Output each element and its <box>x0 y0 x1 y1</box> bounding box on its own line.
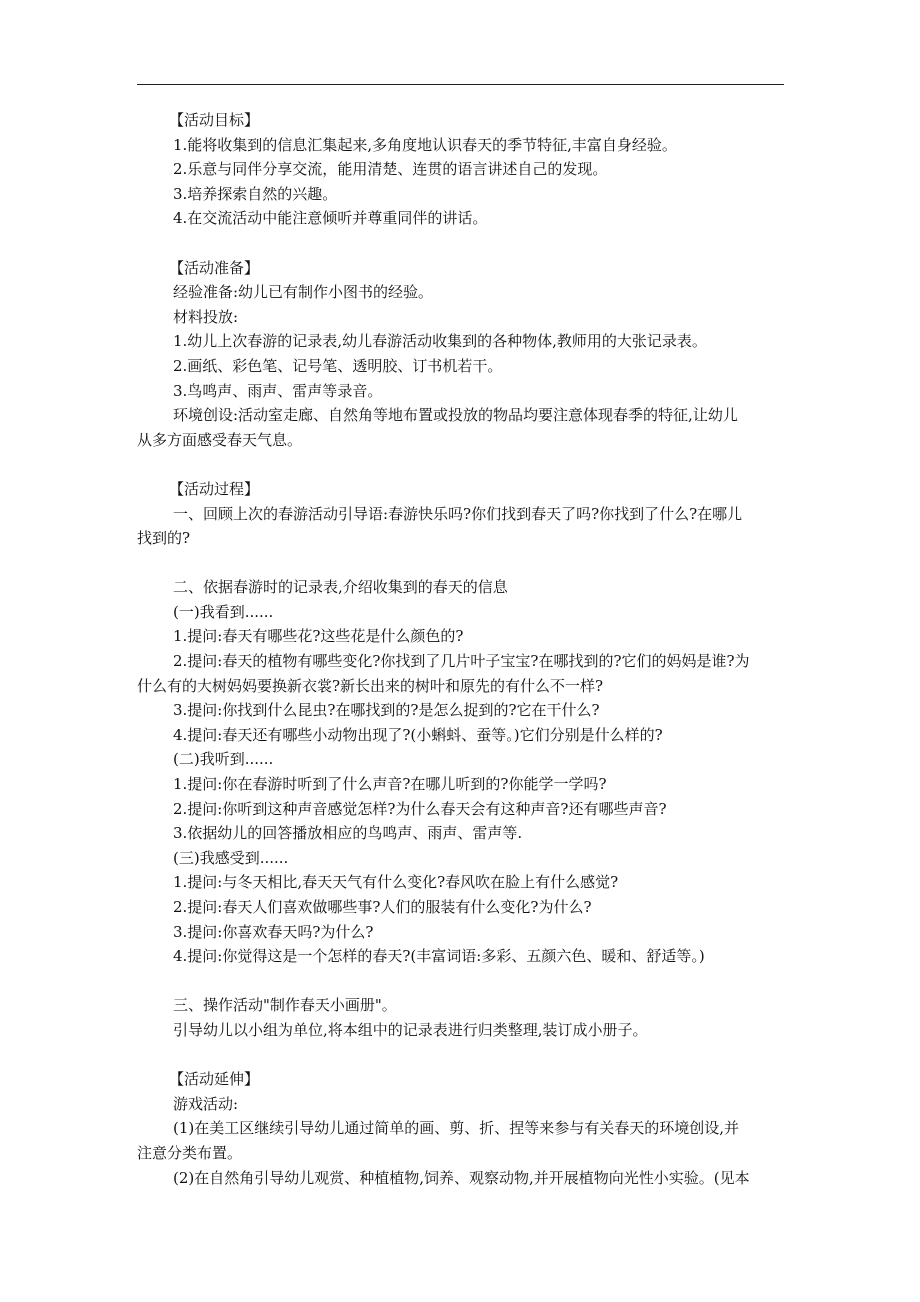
process-feel-item-2: 2.提问:春天人们喜欢做哪些事?人们的服装有什么变化?为什么? <box>173 898 592 916</box>
header-rule <box>137 84 784 85</box>
paragraph-gap <box>173 551 785 576</box>
prep-material-1: 1.幼儿上次春游的记录表,幼儿春游活动收集到的各种物体,教师用的大张记录表。 <box>173 332 707 351</box>
process-hear-item-2: 2.提问:你听到这种声音感觉怎样?为什么春天会有这种声音?还有哪些声音? <box>173 799 667 818</box>
goal-heading: 【活动目标】 <box>169 111 260 129</box>
goal-item-4: 4.在交流活动中能注意倾听并尊重同伴的讲话。 <box>173 209 488 228</box>
process-feel-item-1: 1.提问:与冬天相比,春天天气有什么变化?春风吹在脸上有什么感觉? <box>173 873 619 892</box>
process-see-question-1: 1.提问:春天有哪些花?这些花是什么颜色的? <box>173 627 464 646</box>
prep-material-2: 2.画纸、彩色笔、记号笔、透明胶、订书机若干。 <box>173 356 503 375</box>
process-feel-item-4: 4.提问:你觉得这是一个怎样的春天?(丰富词语:多彩、五颜六色、暖和、舒适等。) <box>173 947 705 966</box>
document-body <box>137 108 785 1190</box>
goal-item-2: 2.乐意与同伴分享交流，能用清楚、连贯的语言讲述自己的发现。 <box>173 160 608 179</box>
process-see-question-4: 4.提问:春天还有哪些小动物出现了?(小蝌蚪、蚕等。)它们分别是什么样的? <box>173 725 663 744</box>
prep-heading: 【活动准备】 <box>169 258 260 277</box>
prep-experience: 经验准备:幼儿已有制作小图书的经验。 <box>173 283 434 302</box>
process-see-title: (一)我看到...... <box>173 602 274 621</box>
process-see-question-2-line-1: 2.提问:春天的植物有哪些变化?你找到了几片叶子宝宝?在哪找到的?它们的妈妈是谁?为 <box>173 652 750 671</box>
process-step1-line-1: 一、回顾上次的春游活动引导语:春游快乐吗?你们找到春天了吗?你找到了什么?在哪儿 <box>173 504 743 523</box>
extension-heading: 【活动延伸】 <box>169 1070 260 1089</box>
process-feel-item-3: 3.提问:你喜欢春天吗?为什么? <box>173 922 374 941</box>
process-see-question-3: 3.提问:你找到什么昆虫?在哪找到的?是怎么捉到的?它在干什么? <box>173 701 600 720</box>
process-heading: 【活动过程】 <box>169 479 260 498</box>
prep-material-3: 3.鸟鸣声、雨声、雷声等录音。 <box>173 381 383 400</box>
process-step2-title: 二、依据春游时的记录表,介绍收集到的春天的信息 <box>173 578 508 597</box>
process-step1-line-2: 找到的? <box>137 529 191 548</box>
process-feel-title: (三)我感受到...... <box>173 848 289 867</box>
process-step3-title: 三、操作活动"制作春天小画册"。 <box>173 996 397 1015</box>
process-hear-item-3: 3.依据幼儿的回答播放相应的鸟鸣声、雨声、雷声等. <box>173 824 523 843</box>
extension-item-2-line-1: (2)在自然角引导幼儿观赏、种植植物,饲养、观察动物,并开展植物向光性小实验。(见本 <box>173 1168 750 1187</box>
goal-item-1: 1.能将收集到的信息汇集起来,多角度地认识春天的季节特征,丰富自身经验。 <box>173 135 677 154</box>
prep-environment-line-1: 环境创设:活动室走廊、自然角等地布置或投放的物品均要注意体现春季的特征,让幼儿 <box>173 406 738 425</box>
process-hear-item-1: 1.提问:你在春游时听到了什么声音?在哪儿听到的?你能学一学吗? <box>173 775 607 794</box>
process-step3-description: 引导幼儿以小组为单位,将本组中的记录表进行归类整理,装订成小册子。 <box>173 1020 648 1039</box>
paragraph-gap <box>173 1043 785 1068</box>
extension-game-label: 游戏活动: <box>173 1094 239 1113</box>
paragraph-gap <box>173 452 785 477</box>
prep-materials-label: 材料投放: <box>173 307 239 326</box>
process-hear-title: (二)我听到...... <box>173 750 274 769</box>
paragraph-gap <box>173 231 785 256</box>
extension-item-1-line-1: (1)在美工区继续引导幼儿通过简单的画、剪、折、捏等来参与有关春天的环境创设,并 <box>173 1119 740 1138</box>
prep-environment-line-2: 从多方面感受春天气息。 <box>137 430 303 449</box>
extension-item-1-line-2: 注意分类布置。 <box>137 1143 243 1162</box>
process-see-question-2-line-2: 什么有的大树妈妈要换新衣裳?新长出来的树叶和原先的有什么不一样? <box>137 676 604 695</box>
paragraph-gap <box>173 969 785 994</box>
goal-item-3: 3.培养探索自然的兴趣。 <box>173 184 338 203</box>
